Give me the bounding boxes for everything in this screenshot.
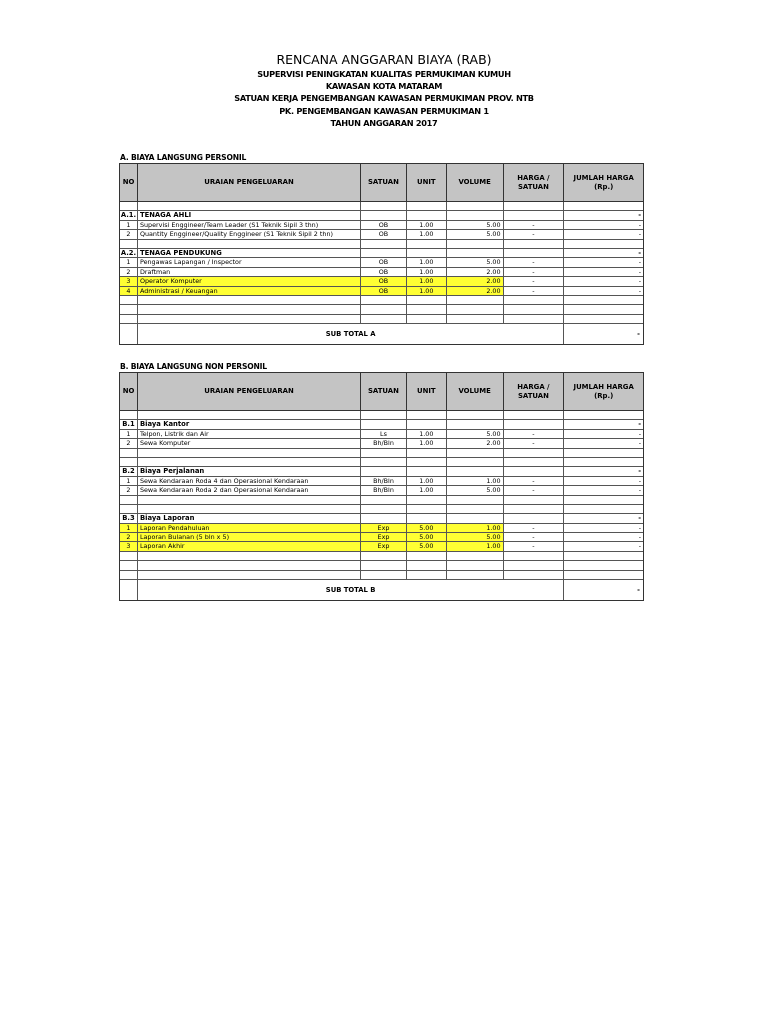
empty-cell (120, 580, 138, 600)
row-no: 4 (120, 287, 138, 295)
row-volume: 2.00 (447, 439, 504, 447)
row-harga: - (504, 542, 565, 550)
row-satuan: Exp (361, 542, 407, 550)
empty-cell (504, 505, 565, 513)
empty-cell (361, 305, 407, 313)
empty-cell (564, 505, 643, 513)
empty-cell (120, 505, 138, 513)
group-total: - (638, 514, 642, 523)
row-harga: - (504, 430, 565, 438)
empty-cell (138, 496, 361, 504)
empty-cell (504, 211, 565, 219)
row-jumlah: - (638, 220, 642, 229)
empty-cell (361, 505, 407, 513)
empty-cell (504, 249, 565, 257)
column-header-desc: URAIAN PENGELUARAN (138, 373, 361, 410)
empty-cell (504, 315, 565, 323)
row-no: 2 (120, 268, 138, 276)
subtotal-label: SUB TOTAL B (138, 580, 564, 600)
group-row (120, 467, 643, 476)
row-unit: 5.00 (407, 533, 447, 541)
empty-cell (120, 411, 138, 419)
empty-row (120, 561, 643, 570)
rab-table (119, 372, 644, 601)
empty-cell (407, 249, 447, 257)
row-volume: 1.00 (447, 542, 504, 550)
column-header-no: NO (120, 373, 138, 410)
header-line: KAWASAN KOTA MATARAM (325, 81, 443, 92)
row-description: Laporan Akhir (138, 542, 361, 550)
group-row (120, 249, 643, 258)
row-no: 1 (120, 221, 138, 229)
row-satuan: Exp (361, 524, 407, 532)
row-satuan: OB (361, 230, 407, 238)
row-jumlah: - (638, 230, 642, 239)
table-row (120, 524, 643, 533)
table-header-row (120, 373, 643, 411)
row-description: Supervisi Enggineer/Team Leader (S1 Teknik Sipil 3 thn) (138, 221, 361, 229)
group-row (120, 211, 643, 220)
row-jumlah: - (638, 277, 642, 286)
section-a-label: A. BIAYA LANGSUNG PERSONIL (120, 153, 247, 162)
row-volume: 5.00 (447, 533, 504, 541)
column-header-satuan: SATUAN (361, 373, 407, 410)
row-jumlah: - (638, 286, 642, 295)
empty-cell (138, 296, 361, 304)
empty-cell (447, 571, 504, 579)
row-description: Laporan Bulanan (5 bln x 5) (138, 533, 361, 541)
row-harga: - (504, 230, 565, 238)
row-harga: - (504, 287, 565, 295)
empty-cell (361, 411, 407, 419)
row-no: 2 (120, 439, 138, 447)
row-volume: 5.00 (447, 486, 504, 494)
empty-cell (504, 305, 565, 313)
row-description: Quantity Enggineer/Quality Enggineer (S1 Teknik Sipil 2 thn) (138, 230, 361, 238)
empty-cell (564, 561, 643, 569)
empty-cell (361, 211, 407, 219)
empty-cell (361, 458, 407, 466)
row-satuan: OB (361, 287, 407, 295)
column-header-volume: VOLUME (447, 373, 504, 410)
empty-cell (120, 458, 138, 466)
empty-cell (138, 561, 361, 569)
group-name: TENAGA PENDUKUNG (138, 249, 361, 257)
row-no: 3 (120, 277, 138, 285)
row-no: 2 (120, 486, 138, 494)
empty-cell (504, 240, 565, 248)
row-satuan: OB (361, 258, 407, 266)
group-total: - (638, 248, 642, 257)
document-header (0, 52, 768, 129)
empty-cell (138, 411, 361, 419)
table-row (120, 542, 643, 551)
empty-cell (361, 571, 407, 579)
table-row (120, 287, 643, 296)
empty-cell (447, 296, 504, 304)
empty-cell (407, 505, 447, 513)
table-header-row (120, 164, 643, 202)
rab-table (119, 163, 644, 345)
row-description: Pengawas Lapangan / Inspector (138, 258, 361, 266)
column-header-desc: URAIAN PENGELUARAN (138, 164, 361, 201)
empty-cell (361, 552, 407, 560)
empty-cell (564, 296, 643, 304)
empty-cell (361, 467, 407, 475)
row-jumlah: - (638, 267, 642, 276)
empty-cell (361, 240, 407, 248)
column-header-no: NO (120, 164, 138, 201)
table-row (120, 430, 643, 439)
empty-row (120, 240, 643, 249)
empty-cell (504, 202, 565, 210)
row-jumlah: - (638, 476, 642, 485)
table-row (120, 439, 643, 448)
subtotal-value: - (637, 330, 640, 339)
row-jumlah: - (638, 439, 642, 448)
empty-cell (407, 315, 447, 323)
empty-cell (138, 571, 361, 579)
row-unit: 1.00 (407, 268, 447, 276)
table-row (120, 277, 643, 286)
column-header-harga: HARGA / SATUAN (504, 164, 565, 201)
row-no: 1 (120, 524, 138, 532)
row-volume: 5.00 (447, 430, 504, 438)
empty-cell (564, 496, 643, 504)
group-code: B.2 (120, 467, 138, 475)
empty-row (120, 571, 643, 580)
row-no: 2 (120, 533, 138, 541)
row-no: 3 (120, 542, 138, 550)
empty-cell (361, 202, 407, 210)
row-volume: 5.00 (447, 258, 504, 266)
group-total: - (638, 211, 642, 220)
empty-cell (407, 496, 447, 504)
empty-cell (504, 458, 565, 466)
header-line: SUPERVISI PENINGKATAN KUALITAS PERMUKIMAN KUMUH (257, 69, 511, 79)
empty-row (120, 449, 643, 458)
empty-cell (407, 240, 447, 248)
row-satuan: OB (361, 221, 407, 229)
section-b-table (119, 372, 644, 601)
row-jumlah: - (638, 486, 642, 495)
header-line: SATUAN KERJA PENGEMBANGAN KAWASAN PERMUKIMAN PROV. NTB (234, 93, 534, 104)
empty-cell (120, 202, 138, 210)
empty-cell (120, 324, 138, 344)
row-unit: 1.00 (407, 230, 447, 238)
subtotal-label: SUB TOTAL A (138, 324, 564, 344)
column-header-unit: UNIT (407, 373, 447, 410)
group-row (120, 514, 643, 523)
empty-cell (138, 305, 361, 313)
empty-cell (407, 202, 447, 210)
group-name: Biaya Kantor (138, 420, 361, 428)
row-satuan: Ls (361, 430, 407, 438)
header-line: TAHUN ANGGARAN 2017 (330, 117, 438, 128)
subtotal-row (120, 324, 643, 344)
row-volume: 2.00 (447, 268, 504, 276)
empty-cell (120, 552, 138, 560)
group-code: B.1 (120, 420, 138, 428)
table-row (120, 268, 643, 277)
group-name: Biaya Perjalanan (138, 467, 361, 475)
empty-cell (504, 420, 565, 428)
empty-cell (407, 211, 447, 219)
empty-cell (138, 505, 361, 513)
row-volume: 5.00 (447, 221, 504, 229)
row-volume: 5.00 (447, 230, 504, 238)
column-header-volume: VOLUME (447, 164, 504, 201)
section-b-label: B. BIAYA LANGSUNG NON PERSONIL (120, 362, 267, 371)
row-satuan: Bh/Bln (361, 486, 407, 494)
empty-cell (120, 240, 138, 248)
empty-row (120, 552, 643, 561)
row-volume: 1.00 (447, 477, 504, 485)
empty-cell (407, 411, 447, 419)
empty-cell (138, 202, 361, 210)
empty-cell (564, 552, 643, 560)
empty-cell (407, 561, 447, 569)
empty-cell (407, 514, 447, 522)
row-volume: 2.00 (447, 277, 504, 285)
empty-cell (407, 552, 447, 560)
group-code: A.2. (120, 248, 137, 257)
empty-row (120, 496, 643, 505)
empty-cell (504, 552, 565, 560)
empty-cell (447, 514, 504, 522)
empty-cell (504, 496, 565, 504)
row-description: Telpon, Listrik dan Air (138, 430, 361, 438)
empty-cell (504, 296, 565, 304)
table-row (120, 486, 643, 495)
row-description: Sewa Komputer (138, 439, 361, 447)
row-jumlah: - (638, 542, 642, 551)
group-name: TENAGA AHLI (138, 211, 361, 219)
empty-cell (138, 552, 361, 560)
empty-cell (361, 561, 407, 569)
row-volume: 2.00 (447, 287, 504, 295)
empty-cell (361, 296, 407, 304)
empty-cell (447, 305, 504, 313)
row-volume: 1.00 (447, 524, 504, 532)
group-row (120, 420, 643, 429)
empty-cell (447, 496, 504, 504)
empty-cell (120, 571, 138, 579)
empty-cell (564, 458, 643, 466)
row-satuan: Bh/Bln (361, 477, 407, 485)
empty-row (120, 505, 643, 514)
empty-cell (447, 552, 504, 560)
empty-cell (407, 305, 447, 313)
empty-cell (447, 561, 504, 569)
empty-cell (564, 449, 643, 457)
row-jumlah: - (638, 258, 642, 267)
row-harga: - (504, 258, 565, 266)
empty-cell (504, 514, 565, 522)
row-harga: - (504, 439, 565, 447)
empty-cell (407, 296, 447, 304)
empty-row (120, 411, 643, 420)
row-unit: 1.00 (407, 277, 447, 285)
empty-cell (564, 305, 643, 313)
row-description: Administrasi / Keuangan (138, 287, 361, 295)
row-no: 2 (120, 230, 138, 238)
row-no: 1 (120, 258, 138, 266)
empty-cell (447, 420, 504, 428)
empty-cell (447, 458, 504, 466)
table-row (120, 533, 643, 542)
table-row (120, 221, 643, 230)
table-row (120, 258, 643, 267)
column-header-jumlah: JUMLAH HARGA (Rp.) (573, 173, 634, 191)
row-description: Laporan Pendahuluan (138, 524, 361, 532)
header-line: PK. PENGEMBANGAN KAWASAN PERMUKIMAN 1 (279, 105, 489, 116)
column-header-satuan: SATUAN (361, 164, 407, 201)
row-unit: 5.00 (407, 542, 447, 550)
row-jumlah: - (638, 429, 642, 438)
row-unit: 1.00 (407, 258, 447, 266)
empty-cell (361, 315, 407, 323)
empty-cell (447, 211, 504, 219)
empty-cell (407, 467, 447, 475)
column-header-harga: HARGA / SATUAN (504, 373, 565, 410)
empty-cell (138, 240, 361, 248)
empty-cell (447, 449, 504, 457)
empty-cell (138, 458, 361, 466)
group-name: Biaya Laporan (138, 514, 361, 522)
table-row (120, 230, 643, 239)
row-no: 1 (120, 477, 138, 485)
empty-cell (504, 571, 565, 579)
empty-cell (504, 467, 565, 475)
empty-row (120, 458, 643, 467)
row-description: Sewa Kendaraan Roda 2 dan Operasional Kendaraan (138, 486, 361, 494)
row-harga: - (504, 277, 565, 285)
row-unit: 1.00 (407, 439, 447, 447)
empty-cell (407, 420, 447, 428)
empty-cell (564, 202, 643, 210)
empty-cell (447, 240, 504, 248)
empty-cell (120, 315, 138, 323)
row-unit: 5.00 (407, 524, 447, 532)
empty-cell (120, 449, 138, 457)
group-code: A.1. (120, 211, 137, 220)
row-satuan: Exp (361, 533, 407, 541)
empty-cell (361, 449, 407, 457)
empty-cell (407, 449, 447, 457)
empty-row (120, 296, 643, 305)
row-description: Draftman (138, 268, 361, 276)
row-description: Operator Komputer (138, 277, 361, 285)
empty-cell (504, 411, 565, 419)
empty-cell (504, 561, 565, 569)
document-title: RENCANA ANGGARAN BIAYA (RAB) (276, 52, 492, 67)
empty-cell (120, 305, 138, 313)
subtotal-row (120, 580, 643, 600)
empty-cell (120, 296, 138, 304)
empty-row (120, 305, 643, 314)
row-description: Sewa Kendaraan Roda 4 dan Operasional Kendaraan (138, 477, 361, 485)
section-a-table (119, 163, 644, 345)
column-header-unit: UNIT (407, 164, 447, 201)
empty-cell (564, 315, 643, 323)
empty-cell (504, 449, 565, 457)
row-harga: - (504, 221, 565, 229)
row-unit: 1.00 (407, 287, 447, 295)
empty-cell (564, 411, 643, 419)
empty-cell (138, 315, 361, 323)
column-header-jumlah: JUMLAH HARGA (Rp.) (573, 382, 634, 400)
empty-cell (361, 514, 407, 522)
empty-row (120, 315, 643, 324)
group-total: - (638, 467, 642, 476)
empty-cell (564, 571, 643, 579)
table-row (120, 477, 643, 486)
empty-cell (447, 249, 504, 257)
empty-cell (361, 420, 407, 428)
row-harga: - (504, 486, 565, 494)
empty-cell (564, 240, 643, 248)
empty-cell (447, 202, 504, 210)
empty-cell (361, 496, 407, 504)
row-jumlah: - (638, 523, 642, 532)
row-harga: - (504, 268, 565, 276)
empty-cell (447, 505, 504, 513)
row-satuan: Bh/Bln (361, 439, 407, 447)
empty-cell (120, 561, 138, 569)
group-code: B.3 (120, 514, 138, 522)
empty-cell (447, 411, 504, 419)
subtotal-value: - (637, 586, 640, 595)
row-harga: - (504, 477, 565, 485)
row-satuan: OB (361, 268, 407, 276)
empty-cell (407, 571, 447, 579)
row-harga: - (504, 533, 565, 541)
empty-row (120, 202, 643, 211)
row-unit: 1.00 (407, 477, 447, 485)
row-unit: 1.00 (407, 221, 447, 229)
empty-cell (361, 249, 407, 257)
empty-cell (447, 467, 504, 475)
row-unit: 1.00 (407, 430, 447, 438)
group-total: - (638, 420, 642, 429)
row-jumlah: - (638, 533, 642, 542)
row-satuan: OB (361, 277, 407, 285)
empty-cell (138, 449, 361, 457)
empty-cell (120, 496, 138, 504)
row-unit: 1.00 (407, 486, 447, 494)
empty-cell (407, 458, 447, 466)
row-harga: - (504, 524, 565, 532)
row-no: 1 (120, 430, 138, 438)
empty-cell (447, 315, 504, 323)
